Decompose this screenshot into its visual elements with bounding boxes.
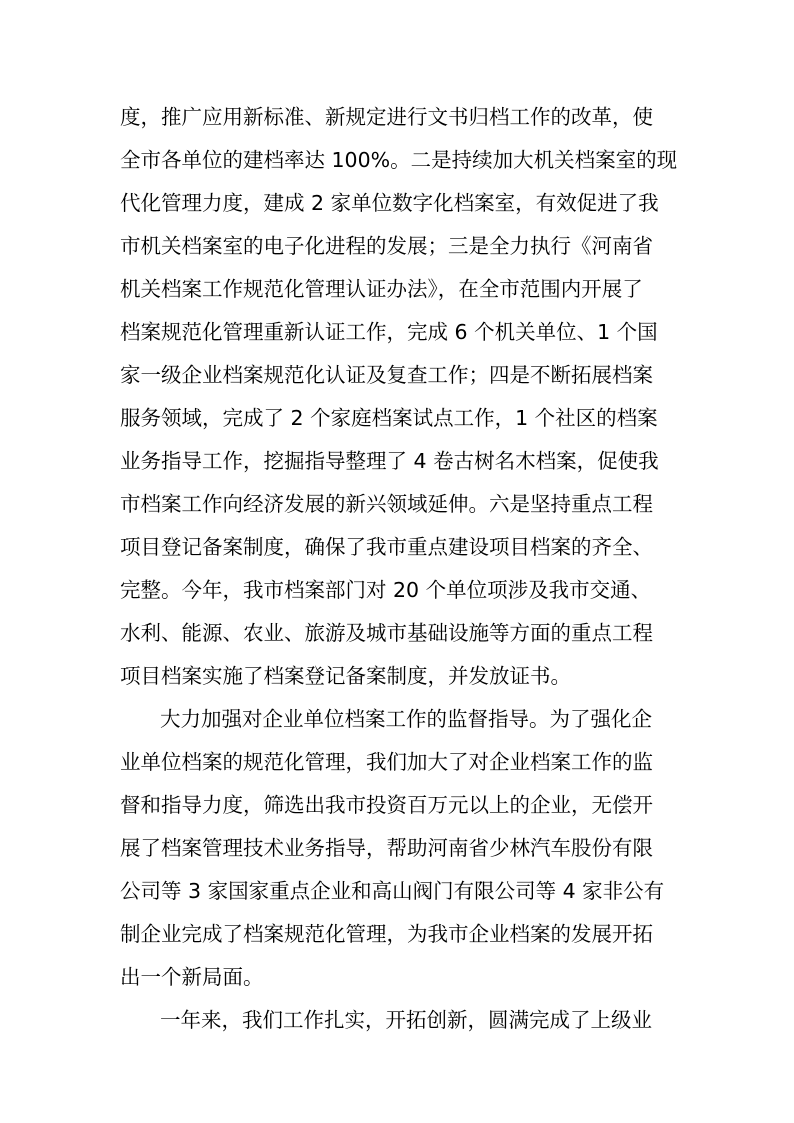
text-line: 制企业完成了档案规范化管理，为我市企业档案的发展开拓 [120, 922, 653, 946]
text-line: 全市各单位的建档率达 100%。二是持续加大机关档案室的现 [120, 148, 678, 172]
text-line: 展了档案管理技术业务指导，帮助河南省少林汽车股份有限 [120, 836, 653, 860]
text-line: 公司等 3 家国家重点企业和高山阀门有限公司等 4 家非公有 [120, 879, 665, 903]
text-line: 业务指导工作，挖掘指导整理了 4 卷古树名木档案，促使我 [120, 449, 659, 473]
text-line: 市机关档案室的电子化进程的发展；三是全力执行《河南省 [120, 234, 653, 258]
text-line: 机关档案工作规范化管理认证办法》，在全市范围内开展了 [120, 277, 643, 301]
paragraph-first-line: 大力加强对企业单位档案工作的监督指导。为了强化企 [160, 707, 652, 731]
text-line: 度，推广应用新标准、新规定进行文书归档工作的改革，使 [120, 105, 653, 129]
text-line: 市档案工作向经济发展的新兴领域延伸。六是坚持重点工程 [120, 492, 653, 516]
text-line: 完整。今年，我市档案部门对 20 个单位项涉及我市交通、 [120, 578, 652, 602]
text-line: 出一个新局面。 [120, 965, 264, 989]
paragraph-first-line: 一年来，我们工作扎实，开拓创新，圆满完成了上级业 [160, 1008, 652, 1032]
text-line: 项目登记备案制度，确保了我市重点建设项目档案的齐全、 [120, 535, 653, 559]
text-line: 业单位档案的规范化管理，我们加大了对企业档案工作的监 [120, 750, 653, 774]
text-line: 档案规范化管理重新认证工作，完成 6 个机关单位、1 个国 [120, 320, 658, 344]
text-line: 水利、能源、农业、旅游及城市基础设施等方面的重点工程 [120, 621, 653, 645]
text-line: 项目档案实施了档案登记备案制度，并发放证书。 [120, 664, 571, 688]
text-line: 服务领域，完成了 2 个家庭档案试点工作，1 个社区的档案 [120, 406, 658, 430]
text-line: 督和指导力度，筛选出我市投资百万元以上的企业，无偿开 [120, 793, 653, 817]
text-line: 代化管理力度，建成 2 家单位数字化档案室，有效促进了我 [120, 191, 659, 215]
text-line: 家一级企业档案规范化认证及复查工作；四是不断拓展档案 [120, 363, 653, 387]
